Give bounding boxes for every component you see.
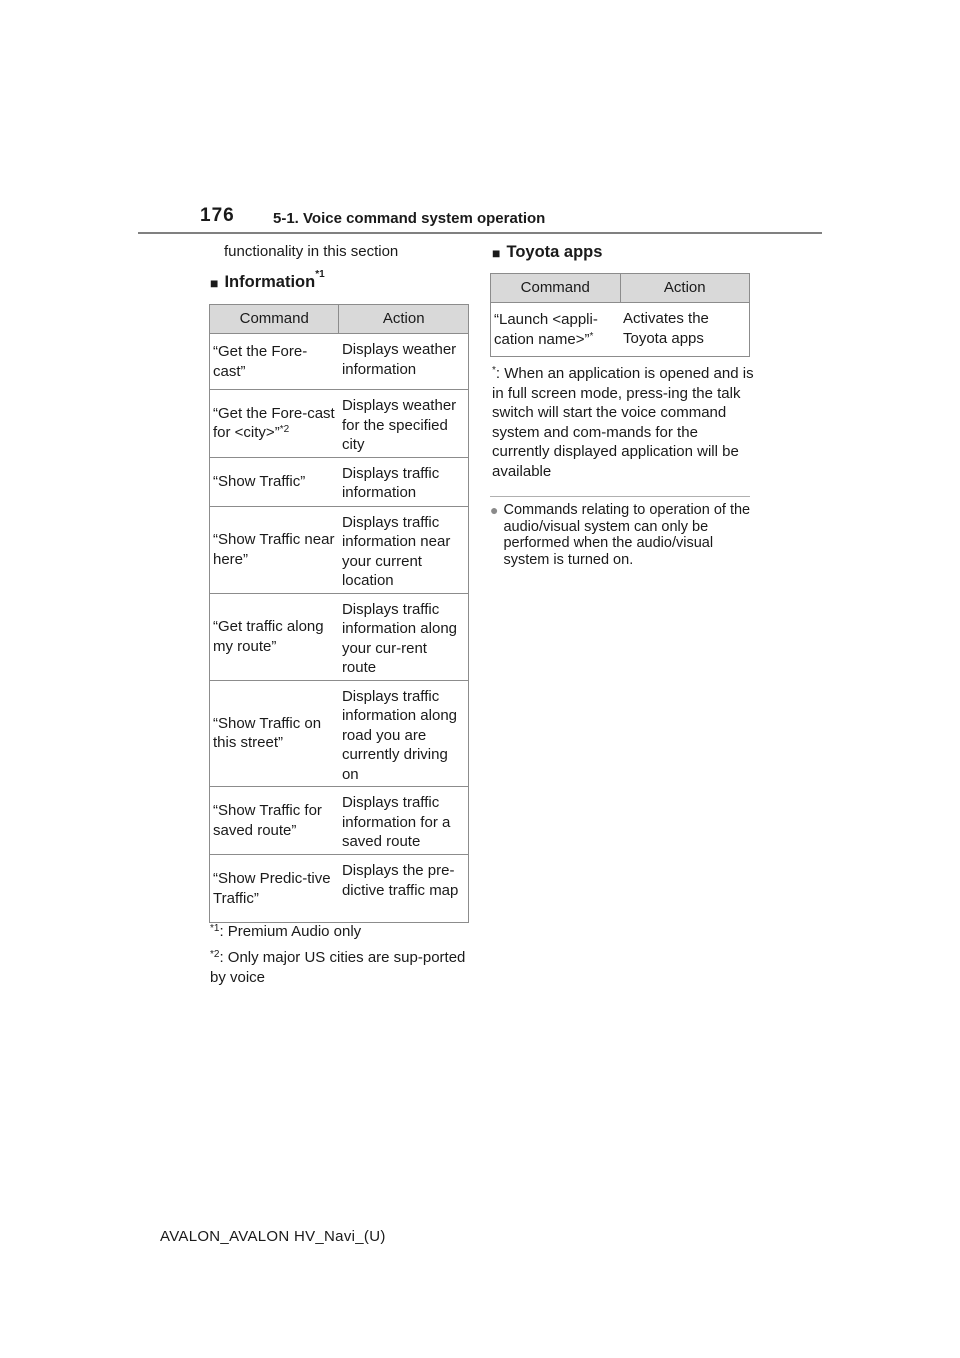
action-text: Displays traffic information near your current location: [341, 513, 451, 589]
table-row: [491, 303, 750, 357]
footnote-mark: *2: [210, 949, 220, 960]
action-cell: [339, 390, 469, 458]
page-number: 176: [200, 205, 235, 226]
note-bullet: [490, 502, 752, 568]
action-text: Displays weather information: [341, 341, 457, 378]
command-cell: [210, 457, 339, 506]
footnote-premium-audio: [210, 922, 470, 942]
note-divider: [490, 496, 750, 497]
command-cell: [210, 680, 339, 787]
command-cell: [210, 390, 339, 458]
section-title: 5-1. Voice command system operation: [273, 210, 546, 227]
command-cell: [491, 303, 621, 357]
footnote-mark: *: [492, 365, 496, 376]
footnote-text: : When an application is opened and is in full screen mode, press-ing the talk switch will start the voice command system and com-mands for the currently displayed application will be available: [492, 365, 754, 480]
command-cell: [210, 334, 339, 390]
command-text: “Get the Fore-cast for <city>”: [213, 404, 335, 442]
footnote-mark: *1: [210, 923, 220, 934]
table-header-row: [491, 274, 750, 303]
action-text: Displays traffic information along road you are currently driving on: [341, 687, 458, 783]
table-row: [210, 390, 469, 458]
command-text: “Show Predic-tive Traffic”: [213, 870, 331, 907]
square-bullet-icon: ■: [492, 245, 501, 261]
table-row: [210, 855, 469, 923]
action-cell: [339, 334, 469, 390]
table-row: [210, 457, 469, 506]
note-bullet-text: Commands relating to operation of the audio/visual system can only be performed when the audio/visual system is turned on.: [503, 502, 751, 568]
action-text: Displays traffic information: [341, 464, 440, 501]
table-row: [210, 506, 469, 593]
command-text: “Show Traffic on this street”: [213, 714, 322, 752]
footnote-us-cities: [210, 948, 470, 987]
action-text: Displays the pre-dictive traffic map: [341, 862, 459, 899]
header-divider: [138, 232, 822, 234]
toyota-apps-command-table: [490, 273, 750, 357]
table-header-row: [210, 305, 469, 334]
command-text: “Show Traffic near here”: [213, 531, 335, 568]
command-cell: [210, 593, 339, 680]
command-cell: [210, 506, 339, 593]
toyota-apps-heading: [492, 243, 602, 263]
table-row: [210, 334, 469, 390]
footnote-text: : Premium Audio only: [219, 923, 362, 940]
command-text: “Show Traffic”: [213, 472, 306, 490]
table-row: [210, 593, 469, 680]
action-cell: [339, 855, 469, 923]
action-text: Displays traffic information along your cur-rent route: [341, 600, 458, 676]
page-footer: AVALON_AVALON HV_Navi_(U): [160, 1228, 386, 1245]
command-text: “Get traffic along my route”: [213, 618, 324, 655]
command-note: *2: [279, 424, 290, 436]
command-text: “Launch <appli-cation name>”: [494, 311, 598, 348]
information-heading-note: *1: [315, 269, 325, 280]
information-command-table: [209, 304, 469, 923]
command-note: *: [589, 330, 594, 342]
command-cell: [210, 787, 339, 855]
action-text: Displays weather for the specified city: [341, 397, 457, 453]
column-header-action: Action: [339, 305, 469, 334]
command-text: “Get the Fore-cast”: [213, 343, 308, 380]
intro-text: functionality in this section: [224, 243, 399, 260]
command-text: “Show Traffic for saved route”: [213, 802, 322, 839]
footnote-text: : Only major US cities are sup-ported by voice: [210, 949, 466, 986]
column-header-action: Action: [620, 274, 750, 303]
column-header-command: Command: [491, 274, 621, 303]
action-cell: [339, 506, 469, 593]
table-row: [210, 680, 469, 787]
table-row: [210, 787, 469, 855]
action-text: Displays traffic information for a saved route: [341, 794, 451, 850]
column-header-command: Command: [210, 305, 339, 334]
square-bullet-icon: ■: [210, 275, 219, 291]
action-text: Activates the Toyota apps: [623, 310, 709, 347]
action-cell: [339, 593, 469, 680]
action-cell: [620, 303, 750, 357]
footnote-application-mode: [492, 364, 754, 481]
circle-bullet-icon: ●: [490, 502, 499, 518]
command-cell: [210, 855, 339, 923]
information-heading: [210, 269, 325, 293]
action-cell: [339, 680, 469, 787]
action-cell: [339, 787, 469, 855]
toyota-apps-heading-text: Toyota apps: [506, 243, 603, 261]
information-heading-text: Information: [224, 273, 316, 291]
action-cell: [339, 457, 469, 506]
